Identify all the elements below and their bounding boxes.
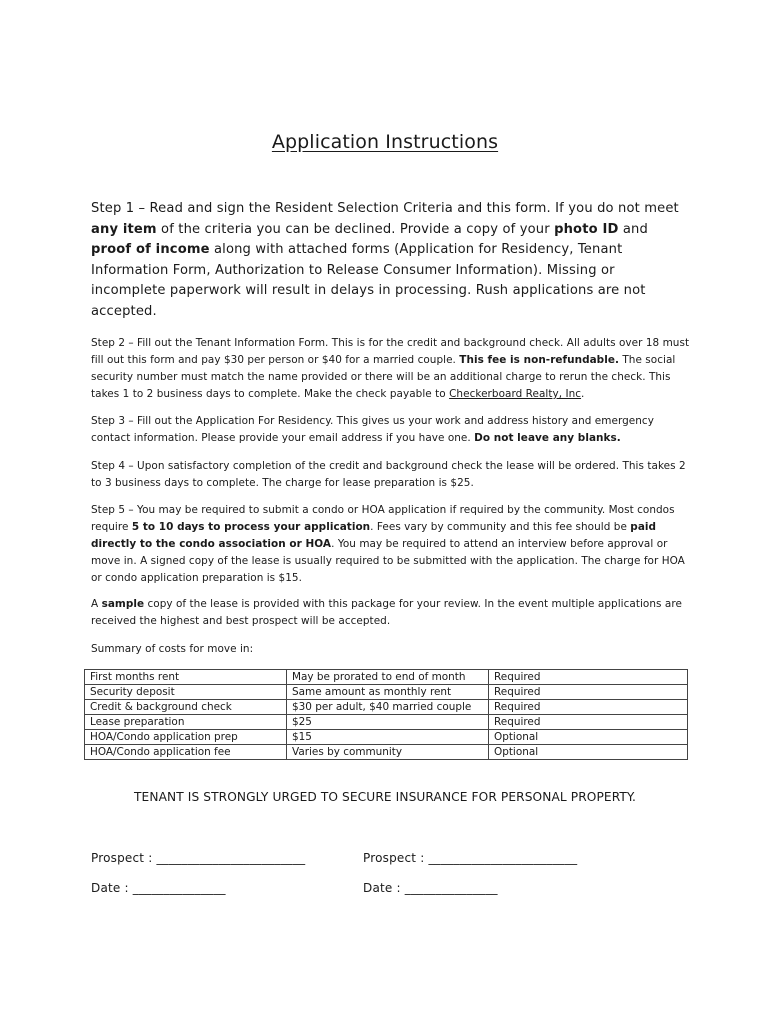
table-row bbox=[85, 685, 688, 700]
page-title: Application Instructions bbox=[271, 131, 499, 153]
table-cell: Optional bbox=[489, 730, 688, 745]
table-cell: $15 bbox=[287, 730, 489, 745]
date-line-2[interactable]: Date : _______________ bbox=[363, 881, 498, 895]
prospect-signature-line-2[interactable]: Prospect : ________________________ bbox=[363, 851, 578, 865]
step-5-paragraph: Step 5 – You may be required to submit a condo or HOA application if required by the community. Most condos require 5 to 10 days to process your application. Fees vary by community and this fee should be paid directly to the condo association or HOA. You may be required to attend an interview before approval or move in. A signed copy of the lease is usually required to be submitted with the application. The charge for HOA or condo application preparation is $15. bbox=[91, 504, 685, 584]
table-cell: Required bbox=[489, 715, 688, 730]
summary-label: Summary of costs for move in: bbox=[91, 643, 254, 655]
table-cell: May be prorated to end of month bbox=[287, 670, 489, 685]
table-row bbox=[85, 715, 688, 730]
prospect-signature-line-1[interactable]: Prospect : ________________________ bbox=[91, 851, 306, 865]
step-4-paragraph: Step 4 – Upon satisfactory completion of the credit and background check the lease will be ordered. This takes 2 to 3 business days to complete. The charge for lease preparation is $25. bbox=[91, 460, 686, 489]
table-cell: HOA/Condo application prep bbox=[85, 730, 287, 745]
sample-paragraph: A sample copy of the lease is provided with this package for your review. In the event multiple applications are received the highest and best prospect will be accepted. bbox=[91, 598, 682, 627]
table-row bbox=[85, 700, 688, 715]
step-1-paragraph: Step 1 – Read and sign the Resident Selection Criteria and this form. If you do not meet any item of the criteria you can be declined. Provide a copy of your photo ID and proof of income along with attached forms (Application for Residency, Tenant Information Form, Authorization to Release Consumer Information). Missing or incomplete paperwork will result in delays in processing. Rush applications are not accepted. bbox=[91, 201, 679, 319]
insurance-notice: TENANT IS STRONGLY URGED TO SECURE INSURANCE FOR PERSONAL PROPERTY. bbox=[134, 790, 636, 804]
costs-table bbox=[84, 669, 688, 760]
table-cell: Required bbox=[489, 685, 688, 700]
table-row bbox=[85, 745, 688, 760]
table-row bbox=[85, 670, 688, 685]
date-line-1[interactable]: Date : _______________ bbox=[91, 881, 226, 895]
step-2-paragraph: Step 2 – Fill out the Tenant Information Form. This is for the credit and background check. All adults over 18 must fill out this form and pay $30 per person or $40 for a married couple. This fee is non-refundable. The social security number must match the name provided or there will be an additional charge to rerun the check. This takes 1 to 2 business days to complete. Make the check payable to Checkerboard Realty, Inc. bbox=[91, 337, 690, 400]
table-cell: $30 per adult, $40 married couple bbox=[287, 700, 489, 715]
step-3-paragraph: Step 3 – Fill out the Application For Residency. This gives us your work and address history and emergency contact information. Please provide your email address if you have one. Do not leave any blanks. bbox=[91, 415, 654, 444]
table-cell: Optional bbox=[489, 745, 688, 760]
table-cell: Credit & background check bbox=[85, 700, 287, 715]
table-cell: Required bbox=[489, 700, 688, 715]
table-cell: Security deposit bbox=[85, 685, 287, 700]
table-row bbox=[85, 730, 688, 745]
table-cell: Lease preparation bbox=[85, 715, 287, 730]
table-cell: HOA/Condo application fee bbox=[85, 745, 287, 760]
table-cell: First months rent bbox=[85, 670, 287, 685]
table-cell: Same amount as monthly rent bbox=[287, 685, 489, 700]
table-cell: Required bbox=[489, 670, 688, 685]
table-cell: $25 bbox=[287, 715, 489, 730]
table-cell: Varies by community bbox=[287, 745, 489, 760]
